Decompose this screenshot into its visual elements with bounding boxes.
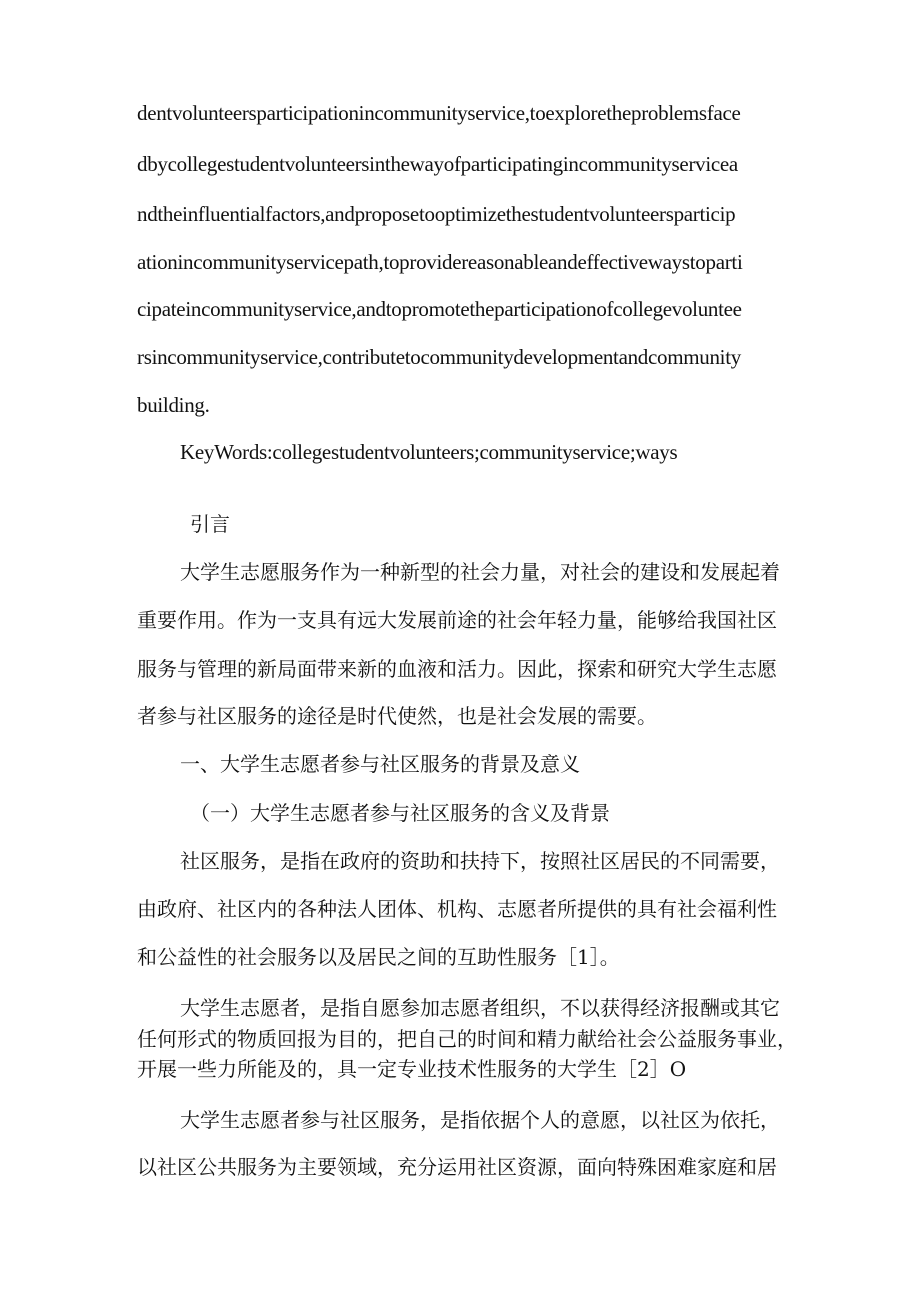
intro-paragraph-line: 者参与社区服务的途径是时代使然，也是社会发展的需要。 — [137, 704, 657, 728]
abstract-line: ndtheinfluentialfactors,andproposetooptimizethestudentvolunteersparticip — [137, 202, 736, 226]
abstract-line: dbycollegestudentvolunteersinthewayofparticipatingincommunityservicea — [137, 152, 738, 176]
intro-paragraph-line: 重要作用。作为一支具有远大发展前途的社会年轻力量，能够给我国社区 — [137, 608, 777, 632]
paragraph-line: 由政府、社区内的各种法人团体、机构、志愿者所提供的具有社会福利性 — [137, 897, 777, 921]
abstract-line: cipateincommunityservice,andtopromotetheparticipationofcollegevoluntee — [137, 297, 742, 321]
keywords-line: KeyWords:collegestudentvolunteers;communityservice;ways — [180, 440, 678, 464]
paragraph-line: 开展一些力所能及的，具一定专业技术性服务的大学生［2］O — [137, 1057, 687, 1081]
section-heading: 一、大学生志愿者参与社区服务的背景及意义 — [180, 752, 580, 776]
paragraph-line: 社区服务，是指在政府的资助和扶持下，按照社区居民的不同需要， — [180, 849, 780, 873]
abstract-line: rsincommunityservice,contributetocommunitydevelopmentandcommunity — [137, 345, 741, 369]
abstract-line: building. — [137, 393, 210, 417]
paragraph-line: 和公益性的社会服务以及居民之间的互助性服务［1］。 — [137, 945, 620, 969]
intro-paragraph-line: 大学生志愿服务作为一种新型的社会力量，对社会的建设和发展起着 — [180, 560, 780, 584]
subsection-heading: （一）大学生志愿者参与社区服务的含义及背景 — [190, 801, 610, 825]
paragraph-line: 大学生志愿者，是指自愿参加志愿者组织，不以获得经济报酬或其它 — [180, 996, 780, 1020]
intro-heading: 引言 — [190, 512, 230, 536]
paragraph-line: 大学生志愿者参与社区服务，是指依据个人的意愿，以社区为依托， — [180, 1108, 780, 1132]
paragraph-line: 任何形式的物质回报为目的，把自己的时间和精力献给社会公益服务事业， — [137, 1027, 797, 1051]
paragraph-line: 以社区公共服务为主要领域，充分运用社区资源，面向特殊困难家庭和居 — [137, 1155, 777, 1179]
intro-paragraph-line: 服务与管理的新局面带来新的血液和活力。因此，探索和研究大学生志愿 — [137, 657, 777, 681]
abstract-line: ationincommunityservicepath,toprovidereasonableandeffectivewaystoparti — [137, 250, 743, 274]
abstract-line: dentvolunteersparticipationincommunityservice,toexploretheproblemsface — [137, 101, 741, 125]
